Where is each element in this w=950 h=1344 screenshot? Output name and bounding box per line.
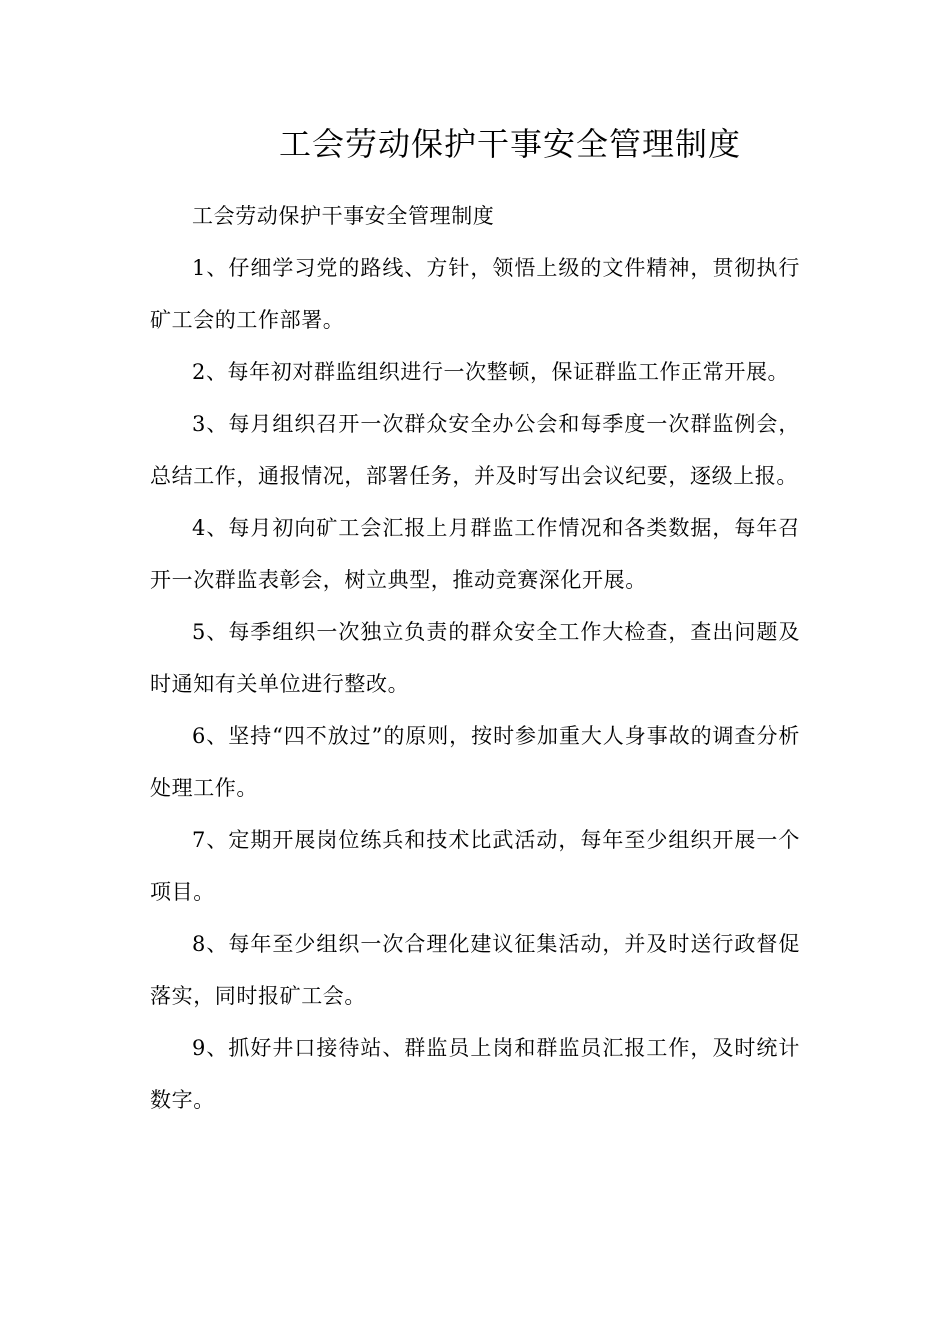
- paragraph-item-6: 6、坚持“四不放过”的原则，按时参加重大人身事故的调查分析处理工作。: [150, 724, 800, 800]
- paragraph-item-4: 4、每月初向矿工会汇报上月群监工作情况和各类数据，每年召开一次群监表彰会，树立典型，推动竞赛深化开展。: [150, 516, 800, 592]
- paragraph-item-9: 9、抓好井口接待站、群监员上岗和群监员汇报工作，及时统计数字。: [150, 1036, 800, 1112]
- paragraph-item-5: 5、每季组织一次独立负责的群众安全工作大检查，查出问题及时通知有关单位进行整改。: [150, 620, 800, 696]
- paragraph-item-2: 2、每年初对群监组织进行一次整顿，保证群监工作正常开展。: [192, 360, 790, 384]
- paragraph-item-7: 7、定期开展岗位练兵和技术比武活动，每年至少组织开展一个项目。: [150, 828, 800, 904]
- paragraph-item-1: 1、仔细学习党的路线、方针，领悟上级的文件精神，贯彻执行矿工会的工作部署。: [150, 256, 800, 332]
- document-title: 工会劳动保护干事安全管理制度: [278, 125, 741, 163]
- document-subtitle: 工会劳动保护干事安全管理制度: [192, 204, 495, 228]
- paragraph-item-3: 3、每月组织召开一次群众安全办公会和每季度一次群监例会，总结工作，通报情况，部署任务，并及时写出会议纪要，逐级上报。: [150, 412, 800, 488]
- document-body: [150, 190, 800, 1126]
- paragraph-item-8: 8、每年至少组织一次合理化建议征集活动，并及时送行政督促落实，同时报矿工会。: [150, 932, 800, 1008]
